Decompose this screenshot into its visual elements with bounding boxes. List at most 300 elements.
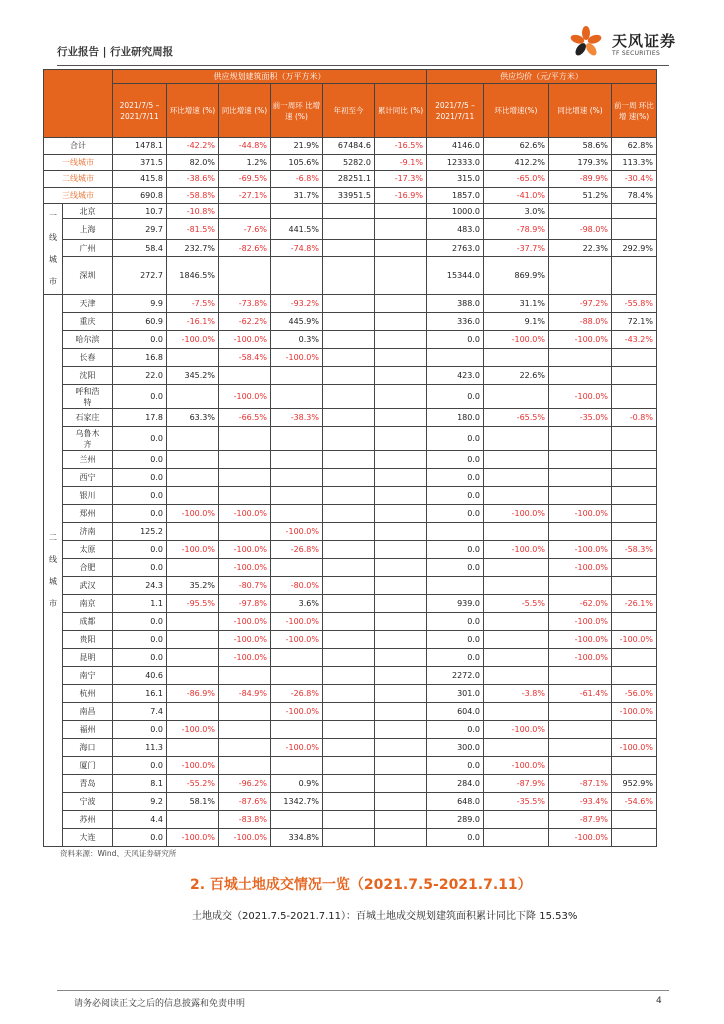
table-cell: -62.2% <box>219 313 271 331</box>
table-cell <box>484 469 549 487</box>
table-cell: -42.2% <box>167 138 219 155</box>
column-header: 前一周 环比增 速(%) <box>612 84 657 138</box>
table-cell: -100.0% <box>549 331 612 349</box>
table-cell <box>323 313 375 331</box>
table-cell <box>271 204 323 219</box>
table-cell <box>323 487 375 505</box>
disclaimer-note: 请务必阅读正文之后的信息披露和免责申明 <box>74 999 246 1009</box>
table-row <box>44 385 657 409</box>
table-cell: -78.9% <box>484 219 549 240</box>
table-cell <box>612 829 657 847</box>
city-name: 银川 <box>63 487 113 505</box>
table-cell: -100.0% <box>167 541 219 559</box>
table-cell: 0.0 <box>427 451 484 469</box>
tier-label-char: 一 <box>49 211 57 220</box>
table-cell: 334.8% <box>271 829 323 847</box>
table-cell: 690.8 <box>113 187 167 204</box>
table-cell: -3.8% <box>484 685 549 703</box>
table-cell: -89.9% <box>549 171 612 188</box>
table-cell <box>271 487 323 505</box>
table-cell <box>375 451 427 469</box>
table-row <box>44 775 657 793</box>
table-cell <box>323 631 375 649</box>
table-cell: -80.0% <box>271 577 323 595</box>
column-header: 2021/7/5 – 2021/7/11 <box>113 84 167 138</box>
table-cell <box>167 349 219 367</box>
table-cell <box>484 385 549 409</box>
table-cell: 952.9% <box>612 775 657 793</box>
table-cell <box>271 811 323 829</box>
table-cell <box>271 757 323 775</box>
table-cell: 0.0 <box>427 829 484 847</box>
table-cell: -43.2% <box>612 331 657 349</box>
table-cell <box>612 613 657 631</box>
section-title: 2. 百城土地成交情况一览（2021.7.5-2021.7.11） <box>190 877 532 893</box>
table-row <box>44 409 657 427</box>
table-cell: -35.5% <box>484 793 549 811</box>
column-header: 累计同比 (%) <box>375 84 427 138</box>
table-cell <box>484 559 549 577</box>
table-cell <box>271 385 323 409</box>
table-cell <box>612 469 657 487</box>
table-cell: 0.0 <box>427 505 484 523</box>
table-cell <box>612 427 657 451</box>
table-cell <box>612 523 657 541</box>
tier-label <box>44 295 63 847</box>
table-cell: 869.9% <box>484 257 549 295</box>
table-cell <box>549 469 612 487</box>
table-cell: -74.8% <box>271 240 323 257</box>
city-name: 成都 <box>63 613 113 631</box>
table-cell: 82.0% <box>167 154 219 171</box>
table-cell <box>484 649 549 667</box>
table-cell: -100.0% <box>484 541 549 559</box>
tier-label-char: 线 <box>49 554 57 564</box>
table-cell <box>375 757 427 775</box>
table-cell <box>612 505 657 523</box>
table-cell: 301.0 <box>427 685 484 703</box>
header-corner <box>44 70 113 138</box>
table-cell <box>167 427 219 451</box>
table-cell <box>167 523 219 541</box>
table-cell: -9.1% <box>375 154 427 171</box>
table-cell: 125.2 <box>113 523 167 541</box>
table-cell: 28251.1 <box>323 171 375 188</box>
table-cell: -73.8% <box>219 295 271 313</box>
table-row <box>44 631 657 649</box>
table-cell: 33951.5 <box>323 187 375 204</box>
table-cell <box>375 505 427 523</box>
table-cell <box>375 775 427 793</box>
table-cell <box>427 349 484 367</box>
table-cell <box>323 541 375 559</box>
table-cell: -37.7% <box>484 240 549 257</box>
table-cell: 0.0 <box>113 451 167 469</box>
table-row <box>44 649 657 667</box>
table-row <box>44 829 657 847</box>
table-cell <box>323 295 375 313</box>
table-row <box>44 367 657 385</box>
table-cell: -100.0% <box>484 505 549 523</box>
table-cell: 0.0 <box>427 649 484 667</box>
column-header: 年初至今 <box>323 84 375 138</box>
table-cell <box>549 349 612 367</box>
table-cell <box>375 313 427 331</box>
table-cell: -58.8% <box>167 187 219 204</box>
table-cell: 315.0 <box>427 171 484 188</box>
table-cell: 1478.1 <box>113 138 167 155</box>
table-cell: 289.0 <box>427 811 484 829</box>
table-cell: -17.3% <box>375 171 427 188</box>
table-cell: 2763.0 <box>427 240 484 257</box>
tier-label-char: 市 <box>49 598 57 608</box>
city-name: 西宁 <box>63 469 113 487</box>
table-cell: 0.0 <box>427 757 484 775</box>
table-row <box>44 219 657 240</box>
table-cell: 0.3% <box>271 331 323 349</box>
table-cell <box>612 811 657 829</box>
table-row <box>44 349 657 367</box>
city-name: 哈尔滨 <box>63 331 113 349</box>
table-cell <box>323 829 375 847</box>
table-cell: 0.0 <box>427 613 484 631</box>
table-cell <box>323 721 375 739</box>
city-name: 长春 <box>63 349 113 367</box>
table-cell: 31.1% <box>484 295 549 313</box>
table-row <box>44 154 657 171</box>
column-header: 环比增速 (%) <box>167 84 219 138</box>
table-cell: -100.0% <box>271 349 323 367</box>
table-row <box>44 757 657 775</box>
table-cell: 35.2% <box>167 577 219 595</box>
table-cell: 1857.0 <box>427 187 484 204</box>
table-cell <box>375 427 427 451</box>
table-cell <box>484 829 549 847</box>
table-cell: -10.8% <box>167 204 219 219</box>
table-cell <box>219 757 271 775</box>
table-cell <box>612 487 657 505</box>
table-cell <box>271 469 323 487</box>
table-cell: 939.0 <box>427 595 484 613</box>
table-cell: 0.0 <box>113 613 167 631</box>
table-cell: 0.0 <box>113 427 167 451</box>
table-cell: 0.0 <box>427 721 484 739</box>
table-cell <box>375 295 427 313</box>
table-cell: 0.0 <box>113 331 167 349</box>
city-name: 海口 <box>63 739 113 757</box>
table-row <box>44 451 657 469</box>
table-cell <box>375 595 427 613</box>
table-cell: -58.4% <box>219 349 271 367</box>
table-cell: 9.2 <box>113 793 167 811</box>
table-cell <box>167 811 219 829</box>
table-cell: 4.4 <box>113 811 167 829</box>
table-cell: 72.1% <box>612 313 657 331</box>
table-cell: -100.0% <box>484 721 549 739</box>
table-cell: -100.0% <box>167 721 219 739</box>
table-cell: -86.9% <box>167 685 219 703</box>
table-cell: 0.0 <box>427 631 484 649</box>
city-name: 青岛 <box>63 775 113 793</box>
column-header: 环比增速(%) <box>484 84 549 138</box>
table-cell <box>612 649 657 667</box>
city-name: 北京 <box>63 204 113 219</box>
table-cell: -6.8% <box>271 171 323 188</box>
table-cell: -5.5% <box>484 595 549 613</box>
table-cell <box>323 331 375 349</box>
city-name: 石家庄 <box>63 409 113 427</box>
table-cell: 441.5% <box>271 219 323 240</box>
table-cell: -100.0% <box>167 505 219 523</box>
table-cell <box>484 451 549 469</box>
table-row <box>44 559 657 577</box>
table-cell: 1846.5% <box>167 257 219 295</box>
table-cell <box>549 757 612 775</box>
table-cell <box>271 559 323 577</box>
table-row <box>44 811 657 829</box>
table-cell: -41.0% <box>484 187 549 204</box>
table-row <box>44 667 657 685</box>
table-cell: -100.0% <box>549 631 612 649</box>
table-cell <box>484 349 549 367</box>
table-cell <box>484 631 549 649</box>
table-cell: -54.6% <box>612 793 657 811</box>
table-cell <box>323 739 375 757</box>
table-cell: -100.0% <box>219 613 271 631</box>
table-cell <box>323 595 375 613</box>
table-cell: 0.0 <box>113 385 167 409</box>
table-cell: 22.0 <box>113 367 167 385</box>
table-cell <box>612 451 657 469</box>
table-cell <box>271 505 323 523</box>
table-cell <box>323 613 375 631</box>
table-cell: 1000.0 <box>427 204 484 219</box>
table-cell: -7.6% <box>219 219 271 240</box>
table-cell: 0.0 <box>113 829 167 847</box>
table-cell <box>612 257 657 295</box>
table-cell: -100.0% <box>549 649 612 667</box>
table-cell: -95.5% <box>167 595 219 613</box>
table-cell <box>323 577 375 595</box>
column-header: 同比增速 (%) <box>549 84 612 138</box>
table-cell: 0.0 <box>113 721 167 739</box>
table-cell: -100.0% <box>549 829 612 847</box>
table-cell <box>375 349 427 367</box>
row-label: 二线城市 <box>44 171 113 188</box>
row-label: 三线城市 <box>44 187 113 204</box>
table-cell: 21.9% <box>271 138 323 155</box>
table-cell: -100.0% <box>549 613 612 631</box>
table-row <box>44 469 657 487</box>
table-cell: 9.9 <box>113 295 167 313</box>
table-cell: 648.0 <box>427 793 484 811</box>
table-cell <box>375 240 427 257</box>
table-cell: 0.0 <box>113 469 167 487</box>
table-row <box>44 331 657 349</box>
group-header-area: 供应规划建筑面积（万平方米） <box>113 70 427 84</box>
tier-label-char: 城 <box>49 255 57 264</box>
table-cell: -87.9% <box>549 811 612 829</box>
table-cell <box>484 703 549 721</box>
table-row <box>44 240 657 257</box>
table-cell: -100.0% <box>219 631 271 649</box>
table-cell: 0.0 <box>427 487 484 505</box>
table-cell: -38.3% <box>271 409 323 427</box>
table-cell: 423.0 <box>427 367 484 385</box>
table-cell: 62.8% <box>612 138 657 155</box>
table-cell <box>484 739 549 757</box>
column-header: 2021/7/5 – 2021/7/11 <box>427 84 484 138</box>
table-row <box>44 171 657 188</box>
table-cell <box>375 577 427 595</box>
table-cell <box>375 793 427 811</box>
table-cell <box>612 667 657 685</box>
table-cell <box>484 523 549 541</box>
table-cell: -100.0% <box>549 385 612 409</box>
table-cell: -0.8% <box>612 409 657 427</box>
table-cell: -100.0% <box>167 829 219 847</box>
table-cell: 10.7 <box>113 204 167 219</box>
table-row <box>44 739 657 757</box>
table-cell <box>549 523 612 541</box>
table-cell <box>323 523 375 541</box>
table-cell: 284.0 <box>427 775 484 793</box>
table-cell <box>219 739 271 757</box>
column-header: 前一周环 比增速 (%) <box>271 84 323 138</box>
table-cell <box>484 577 549 595</box>
table-cell <box>375 541 427 559</box>
table-cell: 78.4% <box>612 187 657 204</box>
table-cell <box>375 487 427 505</box>
table-cell: 412.2% <box>484 154 549 171</box>
row-label: 一线城市 <box>44 154 113 171</box>
table-cell: -7.5% <box>167 295 219 313</box>
table-cell <box>375 367 427 385</box>
table-cell: 345.2% <box>167 367 219 385</box>
table-cell: -100.0% <box>484 331 549 349</box>
table-row <box>44 487 657 505</box>
table-cell: 292.9% <box>612 240 657 257</box>
table-cell <box>219 487 271 505</box>
table-cell: 0.9% <box>271 775 323 793</box>
table-cell <box>612 367 657 385</box>
city-name: 武汉 <box>63 577 113 595</box>
table-cell: -100.0% <box>219 331 271 349</box>
table-cell <box>549 577 612 595</box>
table-cell <box>271 451 323 469</box>
source-note: 资料来源：Wind、天风证券研究所 <box>60 849 177 858</box>
table-cell <box>323 219 375 240</box>
table-cell <box>219 703 271 721</box>
table-cell: -87.9% <box>484 775 549 793</box>
table-cell: -87.1% <box>549 775 612 793</box>
table-cell <box>323 257 375 295</box>
tier-label-char: 市 <box>49 277 57 286</box>
table-cell <box>549 451 612 469</box>
table-cell: -93.4% <box>549 793 612 811</box>
table-cell: 0.0 <box>427 541 484 559</box>
footer-divider <box>57 990 669 991</box>
table-cell: -66.5% <box>219 409 271 427</box>
table-cell: 15344.0 <box>427 257 484 295</box>
table-cell <box>375 631 427 649</box>
row-label: 合计 <box>44 138 113 155</box>
table-cell: 22.6% <box>484 367 549 385</box>
table-cell <box>427 577 484 595</box>
table-cell <box>612 757 657 775</box>
table-cell: 51.2% <box>549 187 612 204</box>
table-cell: 180.0 <box>427 409 484 427</box>
table-cell: 31.7% <box>271 187 323 204</box>
table-cell <box>219 667 271 685</box>
table-cell: -100.0% <box>612 631 657 649</box>
table-row <box>44 523 657 541</box>
city-name: 乌鲁木 齐 <box>63 427 113 451</box>
table-cell: -88.0% <box>549 313 612 331</box>
table-cell <box>612 721 657 739</box>
table-cell <box>375 385 427 409</box>
city-name: 厦门 <box>63 757 113 775</box>
table-cell <box>323 427 375 451</box>
table-cell: 67484.6 <box>323 138 375 155</box>
table-cell: 7.4 <box>113 703 167 721</box>
table-cell: -27.1% <box>219 187 271 204</box>
table-cell: 22.3% <box>549 240 612 257</box>
table-cell: 0.0 <box>427 385 484 409</box>
table-cell: -65.5% <box>484 409 549 427</box>
table-cell: -83.8% <box>219 811 271 829</box>
table-cell <box>612 204 657 219</box>
table-row <box>44 187 657 204</box>
table-cell: -16.1% <box>167 313 219 331</box>
table-cell: 388.0 <box>427 295 484 313</box>
table-cell <box>612 349 657 367</box>
table-cell: -56.0% <box>612 685 657 703</box>
table-cell <box>549 204 612 219</box>
table-cell <box>375 469 427 487</box>
table-cell <box>271 649 323 667</box>
table-cell: -38.6% <box>167 171 219 188</box>
table-cell: -82.6% <box>219 240 271 257</box>
table-cell: -96.2% <box>219 775 271 793</box>
table-cell <box>167 739 219 757</box>
table-row <box>44 703 657 721</box>
table-cell <box>167 703 219 721</box>
table-cell: -100.0% <box>271 739 323 757</box>
table-cell: 3.6% <box>271 595 323 613</box>
table-cell <box>323 451 375 469</box>
tier-label <box>44 204 63 295</box>
table-cell <box>271 427 323 451</box>
table-cell <box>549 667 612 685</box>
table-cell <box>323 240 375 257</box>
table-cell <box>375 257 427 295</box>
column-header: 同比增速 (%) <box>219 84 271 138</box>
table-cell <box>375 685 427 703</box>
table-cell: -100.0% <box>219 559 271 577</box>
table-cell <box>167 667 219 685</box>
table-cell: -58.3% <box>612 541 657 559</box>
table-cell <box>323 409 375 427</box>
table-cell <box>323 367 375 385</box>
table-cell <box>167 451 219 469</box>
table-cell <box>375 667 427 685</box>
table-cell <box>549 721 612 739</box>
table-cell: 8.1 <box>113 775 167 793</box>
table-cell <box>484 613 549 631</box>
table-cell <box>219 427 271 451</box>
table-cell: -93.2% <box>271 295 323 313</box>
